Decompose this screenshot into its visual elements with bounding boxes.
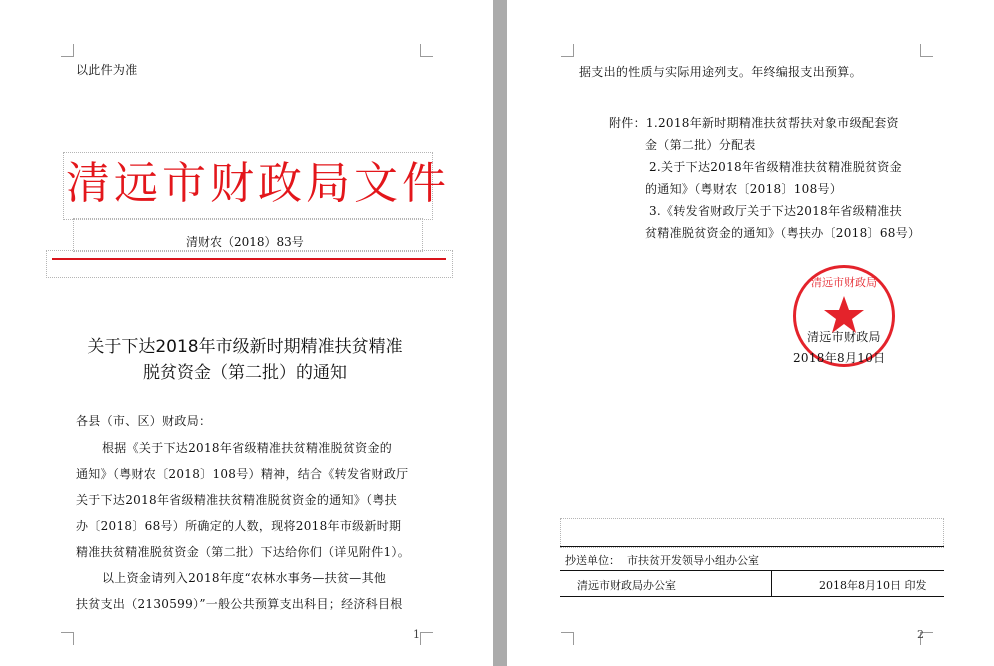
seal-text: 清远市财政局 (811, 276, 877, 289)
body-line: 精准扶贫精准脱贫资金（第二批）下达给你们（详见附件1）。 (76, 545, 411, 559)
attachment-line: 3.《转发省财政厅关于下达2018年省级精准扶 (649, 204, 902, 218)
main-title-line-1: 关于下达2018年市级新时期精准扶贫精准 (87, 337, 403, 357)
attachment-line: 金（第二批）分配表 (645, 138, 756, 152)
page-number: 2 (917, 628, 924, 641)
signature: 清远市财政局 (807, 330, 881, 344)
cc-label: 抄送单位： (565, 554, 620, 567)
cc-value: 市扶贫开发领导小组办公室 (627, 554, 759, 567)
header-title: 清远市财政局文件 (66, 158, 450, 209)
rule-bottom (560, 596, 944, 597)
rule-top (560, 546, 944, 547)
attachment-line: 附件：1.2018年新时期精准扶贫帮扶对象市级配套资 (609, 116, 899, 130)
body-line: 根据《关于下达2018年省级精准扶贫精准脱贫资金的 (102, 441, 393, 455)
attachment-line: 的通知》（粤财农〔2018〕108号） (645, 182, 843, 196)
attachment-line: 贫精准脱贫资金的通知》（粤扶办〔2018〕68号） (645, 226, 921, 240)
margin-corner-mark (420, 44, 433, 57)
page-number: 1 (413, 628, 420, 641)
margin-corner-mark (61, 44, 74, 57)
rule-divider (771, 570, 772, 596)
margin-corner-mark (61, 632, 74, 645)
header-red-rule (52, 258, 446, 260)
document-page-2 (507, 0, 994, 666)
body-line: 关于下达2018年省级精准扶贫精准脱贫资金的通知》（粤扶 (76, 493, 397, 507)
salutation: 各县（市、区）财政局： (76, 414, 212, 428)
rule-middle (560, 570, 944, 571)
attachment-line: 2.关于下达2018年省级精准扶贫精准脱贫资金 (649, 160, 902, 174)
margin-corner-mark (920, 44, 933, 57)
body-line: 办〔2018〕68号）所确定的人数，现将2018年市级新时期 (76, 519, 402, 533)
doc-number: 清财农（2018）83号 (186, 235, 304, 249)
issue-date: 2018年8月10日 印发 (819, 579, 927, 592)
main-title-line-2: 脱贫资金（第二批）的通知 (143, 363, 347, 383)
body-line: 通知》（粤财农〔2018〕108号）精神，结合《转发省财政厅 (76, 467, 409, 481)
margin-corner-mark (420, 632, 433, 645)
signed-date: 2018年8月10日 (793, 351, 886, 365)
body-line: 以上资金请列入2018年度“农林水事务—扶贫—其他 (102, 571, 387, 585)
distribution-frame (560, 518, 944, 548)
top-note: 以此件为准 (76, 63, 138, 77)
body-continuation: 据支出的性质与实际用途列支。年终编报支出预算。 (579, 65, 862, 79)
margin-corner-mark (561, 44, 574, 57)
document-page-1 (0, 0, 493, 666)
margin-corner-mark (561, 632, 574, 645)
issuer: 清远市财政局办公室 (577, 579, 676, 592)
redline-frame (46, 250, 453, 278)
body-line: 扶贫支出（2130599）”一般公共预算支出科目；经济科目根 (76, 597, 403, 611)
